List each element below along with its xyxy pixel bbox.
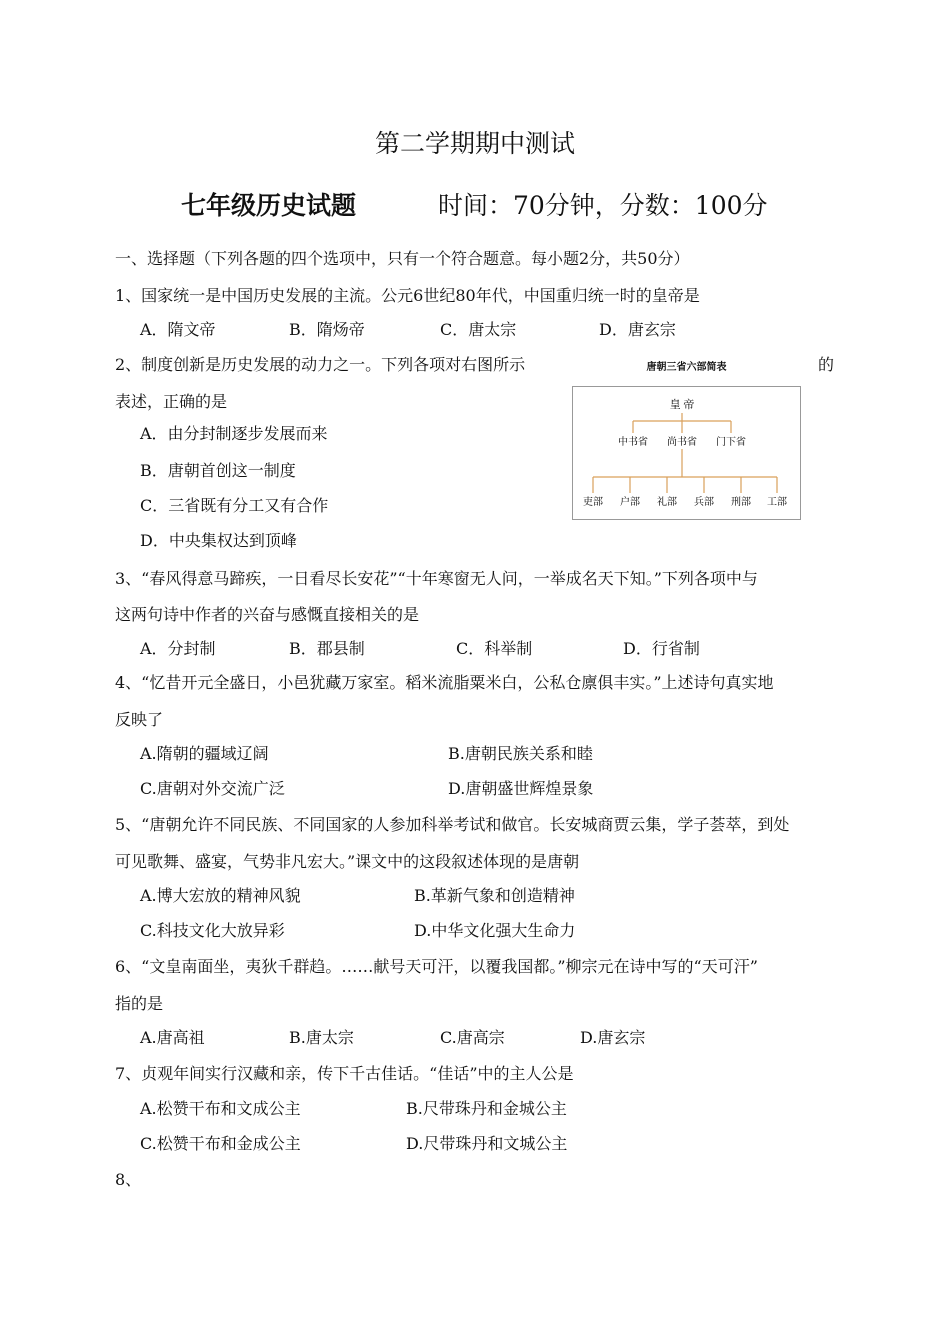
q5-option-a: A.博大宏放的精神风貌 — [140, 886, 301, 905]
question-3-stem-cont: 这两句诗中作者的兴奋与感慨直接相关的是 — [115, 605, 420, 624]
q5-option-b: B.革新气象和创造精神 — [414, 886, 575, 905]
chart-node-bing: 兵部 — [694, 497, 714, 508]
chart-node-shangshu: 尚书省 — [667, 437, 697, 448]
q7-option-c: C.松赞干布和金成公主 — [140, 1134, 301, 1153]
q3-option-c: C．科举制 — [456, 639, 533, 658]
chart-node-li-personnel: 吏部 — [583, 497, 603, 508]
chart-node-menxia: 门下省 — [716, 437, 746, 448]
q3-option-d: D．行省制 — [623, 639, 700, 658]
q7-option-a: A.松赞干布和文成公主 — [140, 1099, 301, 1118]
question-8-stem: 8、 — [115, 1170, 142, 1189]
q6-option-b: B.唐太宗 — [289, 1028, 354, 1047]
q1-option-b: B．隋炀帝 — [289, 320, 365, 339]
q4-option-a: A.隋朝的疆域辽阔 — [140, 744, 269, 763]
q1-option-c: C．唐太宗 — [440, 320, 517, 339]
q1-option-a: A．隋文帝 — [140, 320, 216, 339]
q7-option-b: B.尺带珠丹和金城公主 — [406, 1099, 567, 1118]
q5-option-c: C.科技文化大放异彩 — [140, 921, 285, 940]
q5-option-d: D.中华文化强大生命力 — [414, 921, 576, 940]
chart-node-li-rites: 礼部 — [657, 497, 677, 508]
q2-option-b: B．唐朝首创这一制度 — [140, 461, 296, 480]
question-4-stem: 4、“忆昔开元全盛日，小邑犹藏万家室。稻米流脂粟米白，公私仓廪俱丰实。”上述诗句真实地 — [115, 673, 774, 692]
question-2-stem: 2、制度创新是历史发展的动力之一。下列各项对右图所示 — [115, 355, 526, 374]
q7-option-d: D.尺带珠丹和文城公主 — [406, 1134, 568, 1153]
chart-caption: 唐朝三省六部简表 — [646, 362, 727, 373]
section-heading: 一、选择题（下列各题的四个选项中，只有一个符合题意。每小题2分，共50分） — [115, 249, 690, 268]
question-6-stem-cont: 指的是 — [115, 994, 164, 1013]
chart-node-gong: 工部 — [767, 497, 787, 508]
q2-option-a: A．由分封制逐步发展而来 — [140, 424, 328, 443]
q4-option-c: C.唐朝对外交流广泛 — [140, 779, 285, 798]
q3-option-b: B．郡县制 — [289, 639, 365, 658]
question-5-stem: 5、“唐朝允许不同民族、不同国家的人参加科举考试和做官。长安城商贾云集，学子荟萃，到处 — [115, 815, 790, 834]
chart-node-zhongshu: 中书省 — [618, 437, 648, 448]
page-title: 第二学期期中测试 — [374, 129, 575, 158]
q3-option-a: A．分封制 — [140, 639, 216, 658]
chart-node-hu: 户部 — [620, 497, 640, 508]
question-5-stem-cont: 可见歌舞、盛宴，气势非凡宏大。”课文中的这段叙述体现的是唐朝 — [115, 852, 580, 871]
q1-option-d: D．唐玄宗 — [599, 320, 676, 339]
question-3-stem: 3、“春风得意马蹄疾，一日看尽长安花”“十年寒窗无人问，一举成名天下知。”下列各项中与 — [115, 569, 758, 588]
three-departments-chart — [572, 386, 801, 520]
q2-option-c: C．三省既有分工又有合作 — [140, 496, 329, 515]
question-7-stem: 7、贞观年间实行汉藏和亲，传下千古佳话。“佳话”中的主人公是 — [115, 1064, 574, 1083]
question-2-stem-end: 的 — [818, 355, 835, 374]
q6-option-a: A.唐高祖 — [140, 1028, 205, 1047]
q6-option-c: C.唐高宗 — [440, 1028, 505, 1047]
question-1-stem: 1、国家统一是中国历史发展的主流。公元6世纪80年代，中国重归统一时的皇帝是 — [115, 286, 700, 305]
chart-node-emperor: 皇 帝 — [669, 399, 695, 411]
exam-subtitle: 七年级历史试题 — [181, 191, 357, 220]
q4-option-b: B.唐朝民族关系和睦 — [448, 744, 593, 763]
q2-option-d: D．中央集权达到顶峰 — [140, 531, 297, 550]
chart-node-xing: 刑部 — [731, 497, 751, 508]
question-4-stem-cont: 反映了 — [115, 710, 164, 729]
q6-option-d: D.唐玄宗 — [580, 1028, 646, 1047]
time-score: 时间：70分钟，分数：100分 — [438, 191, 768, 220]
q4-option-d: D.唐朝盛世辉煌景象 — [448, 779, 594, 798]
chart-connector-lines — [593, 413, 777, 493]
question-6-stem: 6、“文皇南面坐，夷狄千群趋。……献号天可汗，以覆我国都。”柳宗元在诗中写的“天可汗” — [115, 957, 758, 976]
question-2-stem-cont: 表述，正确的是 — [115, 392, 228, 411]
